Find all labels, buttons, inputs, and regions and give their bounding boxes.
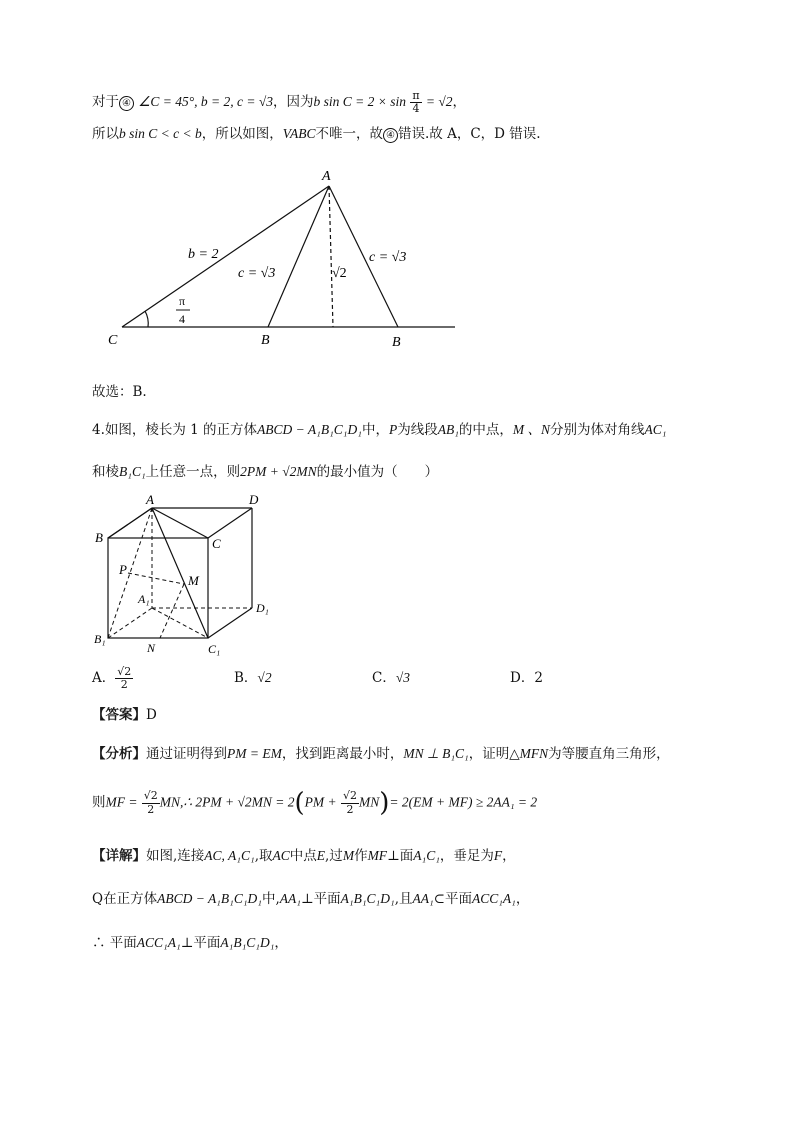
math: AB₁ <box>437 422 459 437</box>
math: b sin C = 2 × sin <box>313 94 407 110</box>
math: ABCD − A₁B₁C₁D₁ <box>257 422 362 437</box>
options-line <box>92 666 543 691</box>
fraction: $\frac{√2}{2}$ <box>143 789 158 816</box>
cube-label-N: N <box>147 641 156 655</box>
label-c-left: c = √3 <box>238 266 276 281</box>
math: B₁C₁ <box>119 464 146 479</box>
text: 中， <box>361 422 389 438</box>
cube-label-D1: D₁ <box>256 601 269 615</box>
fraction: $\frac{\pi}{4}$ <box>412 89 420 116</box>
label-b: b = 2 <box>188 247 219 262</box>
cube-label-C1: C₁ <box>208 642 221 656</box>
detail-line-1: 【详解】如图,连接AC, A₁C₁,取AC中点E,过M作MF⊥面A₁C₁，垂足为F， <box>92 848 516 864</box>
detail-tag: 【详解】 <box>92 848 146 864</box>
math: AC₁ <box>644 422 667 437</box>
cube-label-B1: B₁ <box>94 632 106 646</box>
cube-label-A1: A₁ <box>138 592 150 606</box>
math: ∠C = 45°, b = 2, c = √3 <box>138 94 274 110</box>
circled-number: ④ <box>383 128 398 143</box>
fraction: $\frac{√2}{2}$ <box>342 789 357 816</box>
text: 分别为体对角线 <box>550 422 645 438</box>
math: M 、N <box>512 422 551 437</box>
cube-label-P: P <box>119 562 127 577</box>
text: 4.如图，棱长为 1 的正方体 <box>92 422 258 438</box>
option-a-value: $\frac{√2}{2}$ <box>117 665 132 692</box>
option-c[interactable]: C．√3 <box>372 670 411 687</box>
height-dashed <box>329 186 333 327</box>
text: 错误.故 A，C，D 错误. <box>397 126 541 142</box>
math: 2PM + √2MN <box>240 464 317 479</box>
angle-arc <box>145 311 148 327</box>
text: 不唯一，故 <box>315 126 383 142</box>
angle-den: 4 <box>179 312 185 326</box>
analysis-line-2: 则MF = $\frac{√2}{2}$ MN,∴ 2PM + √2MN = 2(PM + $\frac{√2}{2}$ MN)= 2(EM + MF) ≥ 2AA₁ = 2 <box>92 788 538 818</box>
triangle-figure <box>0 160 794 360</box>
detail-line-3: ∴ 平面ACC₁A₁⊥平面A₁B₁C₁D₁， <box>92 935 288 951</box>
question-line-2 <box>92 465 438 480</box>
answer-line <box>92 709 157 723</box>
cube-label-C: C <box>212 536 221 551</box>
text: ， <box>452 94 467 111</box>
option-a[interactable]: A． $\frac{√2}{2}$ <box>92 665 132 692</box>
analysis-tag: 【分析】 <box>92 746 146 762</box>
cube-label-B: B <box>95 530 103 545</box>
front-face <box>108 538 208 638</box>
choose-line: 故选：B. <box>92 384 147 400</box>
option-b[interactable]: B．√2 <box>234 670 272 687</box>
detail-line-2: Q在正方体ABCD − A₁B₁C₁D₁中,AA₁⊥平面A₁B₁C₁D₁,且AA₁⊂平面ACC₁A₁， <box>92 891 530 907</box>
option-d[interactable]: D．2 <box>510 670 543 687</box>
text: 和棱 <box>92 464 119 480</box>
cube-label-A: A <box>146 492 154 507</box>
math: = √2 <box>425 94 453 110</box>
cube-figure <box>0 490 794 660</box>
solution-line-1 <box>92 90 466 115</box>
label-c-right: c = √3 <box>369 250 407 265</box>
answer-value: D <box>146 707 157 723</box>
text: 的中点， <box>458 422 513 438</box>
cube-label-D: D <box>249 492 259 507</box>
text: 上任意一点，则 <box>145 464 241 480</box>
text: ，所以如图， <box>201 126 283 142</box>
math: P <box>388 422 398 437</box>
text: 对于 <box>92 94 119 111</box>
analysis-line-1: 【分析】通过证明得到PM = EM，找到距离最小时，MN ⊥ B₁C₁，证明△MFN为等腰直角三角形， <box>92 746 670 762</box>
label-B-left: B <box>261 333 270 348</box>
answer-tag: 【答案】 <box>92 707 146 723</box>
text: 所以 <box>92 126 119 142</box>
label-height: √2 <box>332 266 347 281</box>
text: 的最小值为（ ） <box>316 464 439 480</box>
circled-number: ④ <box>119 96 134 111</box>
math: b sin C < c < b <box>119 126 202 141</box>
text: 为线段 <box>397 422 438 438</box>
math: VABC <box>282 126 316 141</box>
text: ，因为 <box>273 94 314 111</box>
label-A: A <box>322 169 331 184</box>
label-C: C <box>108 333 118 348</box>
question-line-1 <box>92 423 666 438</box>
cube-label-M: M <box>188 573 199 588</box>
label-B-right: B <box>392 335 401 350</box>
solution-line-2 <box>92 127 541 143</box>
angle-num: π <box>179 294 186 308</box>
